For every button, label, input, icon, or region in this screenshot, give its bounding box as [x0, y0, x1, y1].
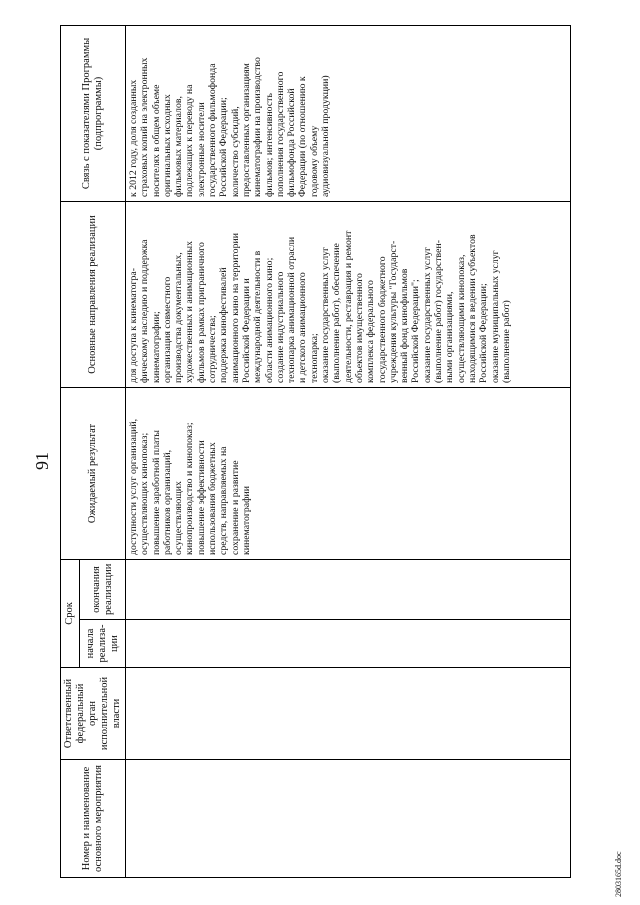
header-end: окончания реализации [80, 559, 126, 619]
cell-authority [126, 668, 571, 760]
header-activity: Номер и наименование основного мероприятия [61, 760, 126, 878]
program-activities-table [60, 25, 571, 878]
header-expected-result: Ожидаемый результат [61, 387, 126, 559]
page-number: 91 [32, 452, 52, 470]
header-row-1 [61, 25, 80, 877]
cell-end [126, 559, 571, 619]
header-program-indicators: Связь с показателями Программы (подпрограммы) [61, 25, 126, 201]
cell-program-indicators: к 2012 году, доля созданных страховых копий на электронных носителях в общем объеме оригинальных исходных фильмовых материалов, подлежащих к переводу на электронные носители государственного фильмофонда Российской Федерации; количество субсидий, предоставленных организациям кинематографии на производство фильмов; интенсивность пополнения государственного фильмофонда Российской Федерации (по отношению к годовому объему аудиовизуальной продукции) [126, 25, 571, 201]
header-main-directions: Основные направления реализации [61, 201, 126, 387]
cell-expected-result: доступности услуг организаций, осуществляющих кинопоказ; повышение заработной платы работников организаций, осуществляющих кинопроизводство и кинопоказ; повышение эффективности использования бюджетных средств, направляемых на сохранение и развитие кинематографии [126, 387, 571, 559]
cell-main-directions: для доступа к кинематогра- фическому наследию и поддержка кинематографии; организация совместного производства документальных, художественных и анимационных фильмов в рамках приграничного сотрудничества; поддержка кинофестивалей анимационного кино на территории Российской Федерации и международной деятельности в области анимационного кино; создание индустриального технопарка анимационной отрасли и детского анимационного технопарка; оказание государственных услуг (выполнение работ), обеспечение деятельности, реставрация и ремонт объектов имущественного комплекса федерального государственного бюджетного учреждения культуры "Государст- венный фонд кинофильмов Российской Федерации"; оказание государственных услуг (выполнение работ) государствен- ными организациями, осуществляющими кинопоказ, находящимися в ведении субъектов Российской Федерации; оказание муниципальных услуг (выполнение работ) [126, 201, 571, 387]
cell-activity [126, 760, 571, 878]
document-id: 2803165d.doc [614, 851, 623, 897]
table-row [126, 25, 571, 877]
cell-start [126, 620, 571, 668]
header-responsible-authority: Ответственный федеральный орган исполнительной власти [61, 668, 126, 760]
header-start: начала реализа-ции [80, 620, 126, 668]
header-term: Срок [61, 559, 80, 667]
